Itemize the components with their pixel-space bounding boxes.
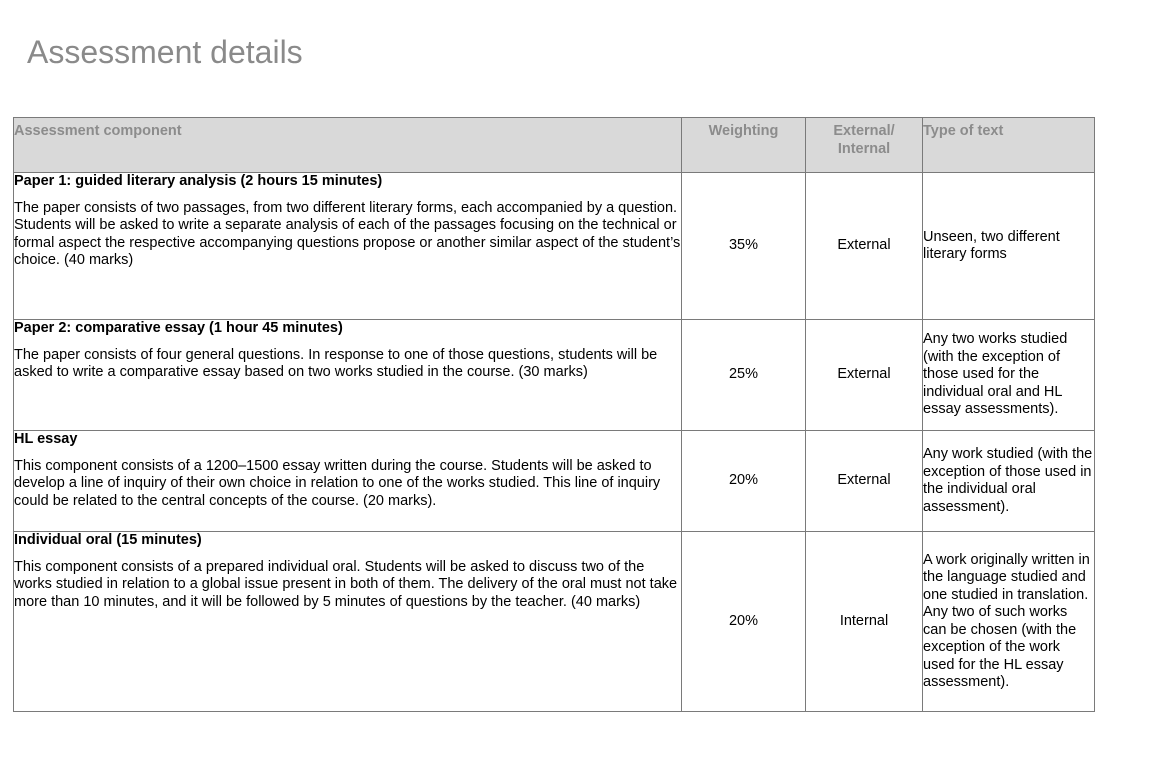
weighting-cell: 25%: [682, 320, 806, 431]
header-external-internal-line1: External/: [833, 123, 895, 139]
type-of-text-cell: Any two works studied (with the exception of those used for the individual oral and HL essay assessments).: [923, 320, 1095, 431]
header-external-internal-line2: Internal: [837, 140, 891, 157]
table-row: [14, 320, 1095, 431]
weighting-cell: 35%: [682, 173, 806, 320]
assessment-type-cell: External: [806, 431, 923, 532]
component-description: This component consists of a 1200–1500 essay written during the course. Students will be asked to develop a line of inquiry of their own choice in relation to one of the works studied. This line of inquiry could be related to the central concepts of the course. (20 marks).: [14, 457, 661, 509]
component-description: The paper consists of two passages, from two different literary forms, each accompanied by a question. Students will be asked to write a separate analysis of each of the passages focusing on the technical or formal aspect the respective accompanying questions propose or another similar aspect of the student’s choice. (40 marks): [14, 199, 681, 268]
header-assessment-component: Assessment component: [14, 118, 682, 173]
component-cell: [14, 173, 682, 320]
component-cell: [14, 532, 682, 712]
header-external-internal: [806, 118, 923, 173]
table-row: [14, 532, 1095, 712]
component-description: The paper consists of four general questions. In response to one of those questions, students will be asked to write a comparative essay based on two works studied in the course. (30 marks): [14, 346, 658, 380]
table-row: [14, 431, 1095, 532]
component-title: HL essay: [14, 431, 78, 447]
assessment-type-cell: External: [806, 173, 923, 320]
component-cell: [14, 431, 682, 532]
header-type-of-text: Type of text: [923, 118, 1095, 173]
component-description: This component consists of a prepared individual oral. Students will be asked to discuss two of the works studied in relation to a global issue present in both of them. The delivery of the oral must not take more than 10 minutes, and it will be followed by 5 minutes of questions by the teacher. (40 marks): [14, 558, 678, 610]
assessment-type-cell: External: [806, 320, 923, 431]
weighting-cell: 20%: [682, 431, 806, 532]
component-cell: [14, 320, 682, 431]
page-title: Assessment details: [27, 34, 303, 70]
header-weighting: Weighting: [682, 118, 806, 173]
component-title: Individual oral (15 minutes): [14, 532, 202, 548]
assessment-table: [13, 117, 1095, 712]
type-of-text-cell: Any work studied (with the exception of those used in the individual oral assessment).: [923, 431, 1095, 532]
weighting-cell: 20%: [682, 532, 806, 712]
assessment-type-cell: Internal: [806, 532, 923, 712]
component-title: Paper 2: comparative essay (1 hour 45 minutes): [14, 320, 343, 336]
table-row: [14, 173, 1095, 320]
table-header-row: [14, 118, 1095, 173]
type-of-text-cell: A work originally written in the language studied and one studied in translation. Any two of such works can be chosen (with the exception of the work used for the HL essay assessment).: [923, 532, 1095, 712]
type-of-text-cell: Unseen, two different literary forms: [923, 173, 1095, 320]
component-title: Paper 1: guided literary analysis (2 hours 15 minutes): [14, 173, 383, 189]
